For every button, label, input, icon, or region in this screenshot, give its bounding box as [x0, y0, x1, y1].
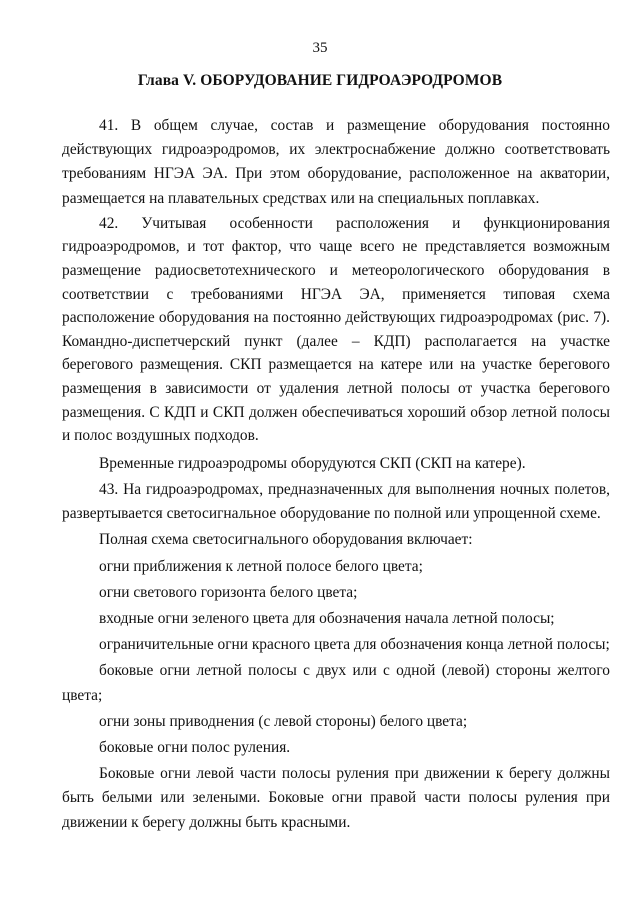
list-item: огни светового горизонта белого цвета;: [99, 583, 358, 601]
list-item: боковые огни летной полосы с двух или с одной (левой) стороны желтого цвета;: [62, 662, 610, 704]
page-number: 35: [312, 40, 328, 56]
paragraph-41: 41. В общем случае, состав и размещение оборудования постоянно действующих гидроаэродромов, их электроснабжение должно соответствовать требованиям НГЭА ЭА. При этом оборудование, расположенное на акватории, размещается на плавательных средствах или на специальных поплавках.: [62, 117, 610, 207]
paragraph-temporary-aerodromes: Временные гидроаэродромы оборудуются СКП (СКП на катере).: [99, 454, 526, 472]
list-item: ограничительные огни красного цвета для обозначения конца летной полосы;: [99, 636, 610, 654]
paragraph-43: 43. На гидроаэродромах, предназначенных для выполнения ночных полетов, развертывается светосигнальное оборудование по полной или упрощенной схеме.: [62, 480, 610, 523]
list-item: огни зоны приводнения (с левой стороны) белого цвета;: [99, 712, 468, 730]
list-item: входные огни зеленого цвета для обозначения начала летной полосы;: [99, 609, 555, 627]
lights-list: [62, 555, 610, 761]
paragraph-42: 42. Учитывая особенности расположения и функционирования гидроаэродромов, и тот фактор, что чаще всего не представляется возможным размещение радиосветотехнического и метеорологического оборудования в соответствии с требованиями НГЭА ЭА, применяется типовая схема расположение оборудования на постоянно действующих гидроаэродромах (рис. 7). Командно-диспетчерский пункт (далее – КДП) располагается на участке берегового размещения. СКП размещается на катере или на участке берегового размещения в зависимости от удаления летной полосы от участка берегового размещения. С КДП и СКП должен обеспечиваться хороший обзор летной полосы и полос воздушных подходов.: [62, 214, 610, 445]
body-text: [62, 114, 610, 835]
list-item: боковые огни полос руления.: [99, 738, 291, 756]
chapter-title: Глава V. ОБОРУДОВАНИЕ ГИДРОАЭРОДРОМОВ: [137, 72, 503, 89]
full-scheme-intro: Полная схема светосигнального оборудования включает:: [99, 531, 473, 549]
closing-paragraph: Боковые огни левой части полосы руления при движении к берегу должны быть белыми или зелеными. Боковые огни правой части полосы руления при движении к берегу должны быть красными.: [62, 765, 610, 831]
list-item: огни приближения к летной полосе белого цвета;: [99, 557, 423, 575]
